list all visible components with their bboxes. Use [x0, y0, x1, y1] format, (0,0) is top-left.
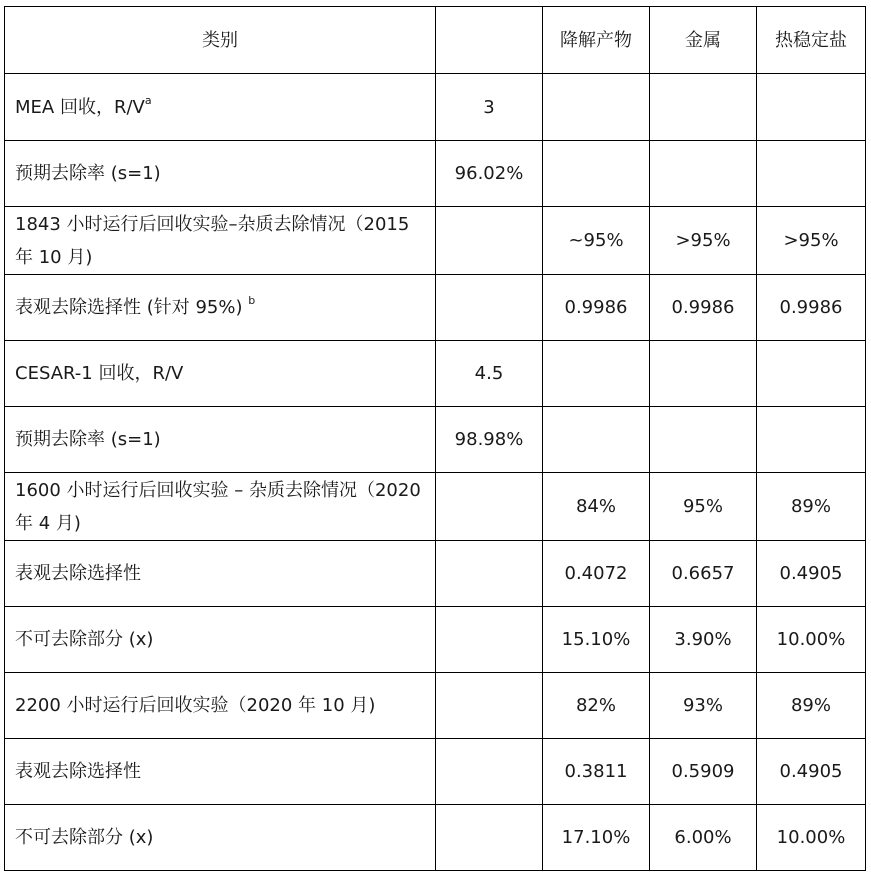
- degradation-products-cell: [543, 407, 650, 473]
- degradation-products-cell: 17.10%: [543, 805, 650, 871]
- metals-cell: 0.6657: [650, 541, 757, 607]
- row-label-cell: [5, 207, 436, 275]
- heat-stable-salts-cell: 89%: [757, 473, 866, 541]
- header-category: 类别: [5, 7, 436, 74]
- row-label: 预期去除率 (s=1): [15, 163, 161, 184]
- heat-stable-salts-cell: >95%: [757, 207, 866, 275]
- row-label-cell: [5, 341, 436, 407]
- recovery-value-cell: [436, 473, 543, 541]
- row-label-cell: [5, 407, 436, 473]
- degradation-products-cell: ~95%: [543, 207, 650, 275]
- heat-stable-salts-cell: 0.4905: [757, 541, 866, 607]
- degradation-products-cell: 15.10%: [543, 607, 650, 673]
- table-row: [5, 275, 866, 341]
- degradation-products-cell: [543, 341, 650, 407]
- footnote-marker: b: [248, 294, 256, 307]
- degradation-products-cell: [543, 141, 650, 207]
- header-degradation-products: 降解产物: [543, 7, 650, 74]
- row-label-cell: [5, 275, 436, 341]
- recovery-value-cell: [436, 607, 543, 673]
- row-label: 表观去除选择性 (针对 95%): [15, 297, 243, 318]
- row-label-cell: [5, 473, 436, 541]
- heat-stable-salts-cell: [757, 407, 866, 473]
- degradation-products-cell: 0.4072: [543, 541, 650, 607]
- recovery-value-cell: [436, 805, 543, 871]
- row-label: CESAR-1 回收，R/V: [15, 363, 184, 384]
- table-row: [5, 341, 866, 407]
- row-label: 1600 小时运行后回收实验 – 杂质去除情况（2020 年 4 月): [15, 479, 421, 534]
- heat-stable-salts-cell: 89%: [757, 673, 866, 739]
- table-row: [5, 207, 866, 275]
- recovery-value-cell: [436, 207, 543, 275]
- table-row: [5, 74, 866, 141]
- table-row: [5, 673, 866, 739]
- metals-cell: [650, 341, 757, 407]
- row-label: 2200 小时运行后回收实验（2020 年 10 月): [15, 695, 376, 716]
- metals-cell: [650, 74, 757, 141]
- heat-stable-salts-cell: [757, 74, 866, 141]
- metals-cell: [650, 407, 757, 473]
- table-row: [5, 739, 866, 805]
- recovery-value-cell: [436, 673, 543, 739]
- metals-cell: 6.00%: [650, 805, 757, 871]
- row-label-cell: [5, 74, 436, 141]
- header-row: [5, 7, 866, 74]
- row-label: 不可去除部分 (x): [15, 827, 154, 848]
- degradation-products-cell: 0.9986: [543, 275, 650, 341]
- degradation-products-cell: 0.3811: [543, 739, 650, 805]
- metals-cell: 3.90%: [650, 607, 757, 673]
- metals-cell: >95%: [650, 207, 757, 275]
- metals-cell: 0.5909: [650, 739, 757, 805]
- row-label-cell: [5, 541, 436, 607]
- heat-stable-salts-cell: 0.4905: [757, 739, 866, 805]
- row-label-cell: [5, 607, 436, 673]
- table-row: [5, 541, 866, 607]
- table-row: [5, 407, 866, 473]
- header-heat-stable-salts: 热稳定盐: [757, 7, 866, 74]
- header-value: [436, 7, 543, 74]
- metals-cell: 93%: [650, 673, 757, 739]
- degradation-products-cell: 84%: [543, 473, 650, 541]
- metals-cell: 95%: [650, 473, 757, 541]
- recovery-value-cell: 3: [436, 74, 543, 141]
- row-label: 预期去除率 (s=1): [15, 429, 161, 450]
- recovery-value-cell: 96.02%: [436, 141, 543, 207]
- recovery-value-cell: [436, 739, 543, 805]
- recovery-value-cell: [436, 541, 543, 607]
- row-label: 表观去除选择性: [15, 563, 141, 584]
- row-label-cell: [5, 805, 436, 871]
- removal-table: [4, 6, 866, 871]
- row-label-cell: [5, 141, 436, 207]
- row-label-cell: [5, 739, 436, 805]
- heat-stable-salts-cell: [757, 141, 866, 207]
- header-metals: 金属: [650, 7, 757, 74]
- row-label: MEA 回收，R/V: [15, 96, 145, 118]
- degradation-products-cell: [543, 74, 650, 141]
- table-row: [5, 805, 866, 871]
- heat-stable-salts-cell: [757, 341, 866, 407]
- recovery-value-cell: [436, 275, 543, 341]
- degradation-products-cell: 82%: [543, 673, 650, 739]
- heat-stable-salts-cell: 0.9986: [757, 275, 866, 341]
- row-label: 表观去除选择性: [15, 761, 141, 782]
- table-row: [5, 141, 866, 207]
- row-label-cell: [5, 673, 436, 739]
- row-label: 不可去除部分 (x): [15, 629, 154, 650]
- footnote-marker: a: [144, 93, 152, 107]
- heat-stable-salts-cell: 10.00%: [757, 805, 866, 871]
- table-row: [5, 607, 866, 673]
- recovery-value-cell: 98.98%: [436, 407, 543, 473]
- metals-cell: [650, 141, 757, 207]
- row-label: 1843 小时运行后回收实验–杂质去除情况（2015 年 10 月): [15, 213, 410, 268]
- metals-cell: 0.9986: [650, 275, 757, 341]
- recovery-value-cell: 4.5: [436, 341, 543, 407]
- heat-stable-salts-cell: 10.00%: [757, 607, 866, 673]
- table-row: [5, 473, 866, 541]
